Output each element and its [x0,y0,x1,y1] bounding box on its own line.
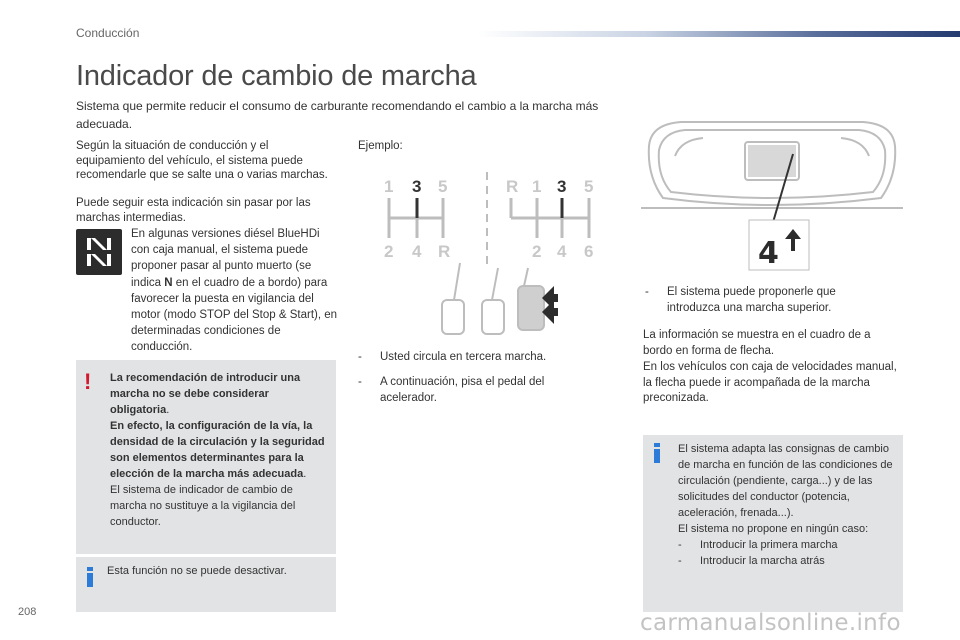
col1-paragraph-1: Según la situación de conducción y el equipamiento del vehículo, el sistema puede recomendarle que se salte una o varias marchas. [76,140,328,181]
info-icon [87,567,93,587]
neutral-paragraph-before: En algunas versiones diésel BlueHDi con caja manual, el sistema puede proponer pasar al punto muerto (se indica [131,228,320,289]
watermark: carmanualsonline.info [640,610,901,636]
warning-bold-1: La recomendación de introducir una marcha no se debe considerar obligatoria [110,372,301,416]
page-number: 208 [18,606,37,618]
info-2-item-1-dash: - [678,539,682,551]
info-1-text: Esta función no se puede desactivar. [107,565,287,577]
gear-right-bottom-6: 6 [584,242,594,261]
info-icon-dot [87,567,93,571]
header-gradient-bar [478,31,960,37]
warning-dot-2: . [303,468,307,480]
col1-paragraph-2: Puede seguir esta indicación sin pasar por las marchas intermedias. [76,197,311,224]
neutral-n-glyph [76,229,122,275]
section-label: Conducción [76,26,140,40]
info-2-item-2-text: Introducir la marcha atrás [700,555,825,567]
warning-text [110,370,328,530]
gear-right-top-R: R [506,177,519,196]
page-title: Indicador de cambio de marcha [76,60,477,92]
neutral-n-icon [76,229,122,275]
gear-pedal-illustration [372,168,612,348]
warning-dot-1: . [166,404,170,416]
col3-paragraph-2: En los vehículos con caja de velocidades manual, la flecha puede ir acompañada de la marcha preconizada. [643,361,897,405]
gear-left-top-5: 5 [438,177,448,196]
gear-right-top-3: 3 [557,177,567,196]
exclamation-icon: ! [84,369,92,394]
step-3 [645,284,885,316]
gear-right-top-5: 5 [584,177,594,196]
neutral-paragraph [131,226,338,356]
info-icon-bar [87,573,93,587]
warning-plain: El sistema de indicador de cambio de marcha no sustituye a la vigilancia del conductor. [110,484,296,528]
gear-left-bottom-R: R [438,242,451,261]
info-2-paragraph-1: El sistema adapta las consignas de cambio de marcha en función de las condiciones de circulación (pendiente, carga...) y de las solicitudes del conductor (potencia, aceleración, frenada...). [678,443,893,519]
neutral-paragraph-bold: N [164,276,173,289]
display-gear-number: 4 [758,236,779,271]
gear-right-bottom-2: 2 [532,242,542,261]
col3-paragraph-1: La información se muestra en el cuadro de a bordo en forma de flecha. [643,329,871,357]
info-2-item-2-dash: - [678,555,682,567]
neutral-paragraph-after: en el cuadro de a bordo) para favorecer la puesta en vigilancia del motor (modo STOP del Stop & Start), en determinadas condiciones de conducción. [131,276,338,354]
step-2 [358,374,583,406]
step-2-text: A continuación, pisa el pedal del acelerador. [380,376,545,404]
step-3-text: El sistema puede proponerle que introduzca una marcha superior. [667,286,836,314]
info-2-paragraph-2: El sistema no propone en ningún caso: [678,523,869,535]
info-icon [654,443,660,463]
gear-left-bottom-4: 4 [412,242,422,261]
gear-left-bottom-2: 2 [384,242,394,261]
info-icon-dot [654,443,660,447]
intro-text: Sistema que permite reducir el consumo de carburante recomendando el cambio a la marcha más adecuada. [76,99,599,131]
step-2-dash: - [358,376,362,388]
gear-right-top-1: 1 [532,177,542,196]
step-1-text: Usted circula en tercera marcha. [380,351,547,363]
warning-bold-2: En efecto, la configuración de la vía, la densidad de la circulación y la seguridad son elementos determinantes para la elección de la marcha más adecuada [110,420,325,480]
info-2-item-2 [678,553,898,569]
info-2-item-1-text: Introducir la primera marcha [700,539,838,551]
info-2-text [678,441,898,569]
step-1-dash: - [358,351,362,363]
dashboard-screen [748,145,796,177]
example-label: Ejemplo: [358,140,403,152]
gear-right-bottom-4: 4 [557,242,567,261]
gear-left-top-3: 3 [412,177,422,196]
info-2-item-1 [678,537,898,553]
dashboard-illustration [641,116,903,278]
gear-right-gate [511,198,589,238]
info-icon-bar [654,449,660,463]
step-1 [358,350,588,365]
gear-left-top-1: 1 [384,177,394,196]
step-3-dash: - [645,286,649,298]
pedals-drawing [442,263,544,334]
